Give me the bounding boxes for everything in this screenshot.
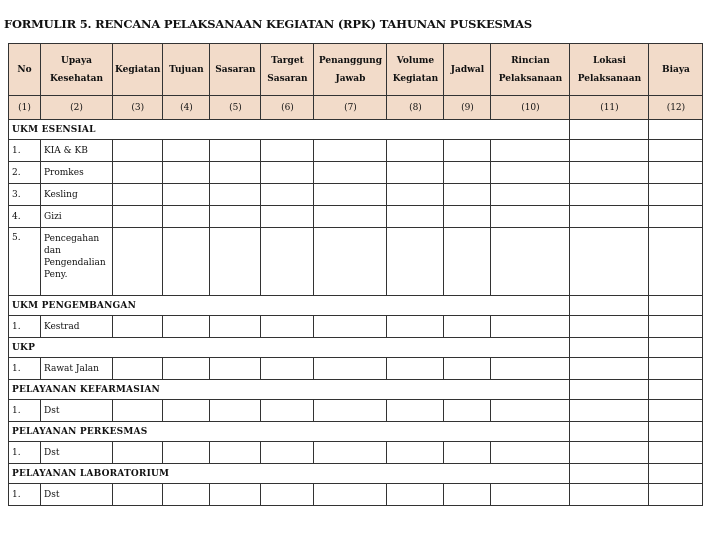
table-row xyxy=(9,228,703,296)
empty-cell[interactable] xyxy=(649,358,703,380)
upaya-kesehatan-cell: Gizi xyxy=(41,206,113,228)
form-title: FORMULIR 5. RENCANA PELAKSANAAN KEGIATAN (RPK) TAHUNAN PUSKESMAS xyxy=(4,17,533,31)
empty-cell[interactable] xyxy=(314,400,387,422)
empty-cell[interactable] xyxy=(314,162,387,184)
empty-cell[interactable] xyxy=(649,162,703,184)
row-number: 2. xyxy=(9,162,41,184)
empty-cell[interactable] xyxy=(491,162,570,184)
section-row xyxy=(9,422,703,442)
empty-cell[interactable] xyxy=(163,400,210,422)
row-number: 1. xyxy=(9,140,41,162)
empty-cell[interactable] xyxy=(314,316,387,338)
section-row xyxy=(9,464,703,484)
empty-cell[interactable] xyxy=(649,120,703,140)
empty-cell[interactable] xyxy=(210,206,261,228)
column-header: Kegiatan xyxy=(113,44,163,96)
empty-cell[interactable] xyxy=(210,140,261,162)
empty-cell[interactable] xyxy=(491,206,570,228)
empty-cell[interactable] xyxy=(314,358,387,380)
row-number: 5. xyxy=(9,228,41,296)
empty-cell[interactable] xyxy=(210,162,261,184)
empty-cell[interactable] xyxy=(444,442,491,464)
section-row xyxy=(9,338,703,358)
empty-cell[interactable] xyxy=(113,162,163,184)
empty-cell[interactable] xyxy=(570,358,649,380)
empty-cell[interactable] xyxy=(491,316,570,338)
empty-cell[interactable] xyxy=(314,206,387,228)
empty-cell[interactable] xyxy=(570,484,649,506)
column-header: Upaya Kesehatan xyxy=(41,44,113,96)
empty-cell[interactable] xyxy=(113,184,163,206)
empty-cell[interactable] xyxy=(387,162,444,184)
column-header: Penanggung Jawab xyxy=(314,44,387,96)
column-number: (3) xyxy=(113,96,163,120)
section-row xyxy=(9,120,703,140)
upaya-kesehatan-cell: KIA & KB xyxy=(41,140,113,162)
empty-cell[interactable] xyxy=(113,442,163,464)
column-number: (2) xyxy=(41,96,113,120)
empty-cell[interactable] xyxy=(261,400,314,422)
empty-cell[interactable] xyxy=(491,228,570,296)
empty-cell[interactable] xyxy=(649,464,703,484)
empty-cell[interactable] xyxy=(210,400,261,422)
empty-cell[interactable] xyxy=(444,400,491,422)
column-number: (7) xyxy=(314,96,387,120)
row-number: 1. xyxy=(9,316,41,338)
empty-cell[interactable] xyxy=(570,206,649,228)
column-header: Lokasi Pelaksanaan xyxy=(570,44,649,96)
column-number: (8) xyxy=(387,96,444,120)
column-header: Volume Kegiatan xyxy=(387,44,444,96)
table-row xyxy=(9,484,703,506)
empty-cell[interactable] xyxy=(570,184,649,206)
section-row xyxy=(9,296,703,316)
row-number: 1. xyxy=(9,400,41,422)
empty-cell[interactable] xyxy=(314,140,387,162)
column-number: (4) xyxy=(163,96,210,120)
empty-cell[interactable] xyxy=(163,316,210,338)
column-header: Target Sasaran xyxy=(261,44,314,96)
empty-cell[interactable] xyxy=(210,358,261,380)
empty-cell[interactable] xyxy=(649,338,703,358)
section-row xyxy=(9,380,703,400)
section-title: UKM ESENSIAL xyxy=(9,120,570,140)
empty-cell[interactable] xyxy=(570,120,649,140)
rpk-table xyxy=(8,43,703,506)
row-number: 3. xyxy=(9,184,41,206)
empty-cell[interactable] xyxy=(649,296,703,316)
column-header: Rincian Pelaksanaan xyxy=(491,44,570,96)
upaya-kesehatan-cell: Kestrad xyxy=(41,316,113,338)
section-title: UKP xyxy=(9,338,570,358)
empty-cell[interactable] xyxy=(570,464,649,484)
empty-cell[interactable] xyxy=(491,484,570,506)
empty-cell[interactable] xyxy=(261,162,314,184)
column-header: Sasaran xyxy=(210,44,261,96)
empty-cell[interactable] xyxy=(649,442,703,464)
column-header: No xyxy=(9,44,41,96)
upaya-kesehatan-cell: Rawat Jalan xyxy=(41,358,113,380)
empty-cell[interactable] xyxy=(261,316,314,338)
empty-cell[interactable] xyxy=(570,140,649,162)
section-title: PELAYANAN KEFARMASIAN xyxy=(9,380,570,400)
section-title: PELAYANAN PERKESMAS xyxy=(9,422,570,442)
row-number: 4. xyxy=(9,206,41,228)
empty-cell[interactable] xyxy=(570,316,649,338)
empty-cell[interactable] xyxy=(570,162,649,184)
row-number: 1. xyxy=(9,484,41,506)
table-row xyxy=(9,400,703,422)
empty-cell[interactable] xyxy=(444,316,491,338)
row-number: 1. xyxy=(9,442,41,464)
empty-cell[interactable] xyxy=(261,206,314,228)
empty-cell[interactable] xyxy=(649,422,703,442)
empty-cell[interactable] xyxy=(387,358,444,380)
row-number: 1. xyxy=(9,358,41,380)
empty-cell[interactable] xyxy=(163,162,210,184)
upaya-kesehatan-cell: Kesling xyxy=(41,184,113,206)
empty-cell[interactable] xyxy=(261,484,314,506)
empty-cell[interactable] xyxy=(649,380,703,400)
empty-cell[interactable] xyxy=(113,358,163,380)
empty-cell[interactable] xyxy=(444,484,491,506)
empty-cell[interactable] xyxy=(163,228,210,296)
empty-cell[interactable] xyxy=(491,140,570,162)
column-number: (11) xyxy=(570,96,649,120)
empty-cell[interactable] xyxy=(163,140,210,162)
column-number: (9) xyxy=(444,96,491,120)
empty-cell[interactable] xyxy=(570,296,649,316)
empty-cell[interactable] xyxy=(113,400,163,422)
empty-cell[interactable] xyxy=(163,206,210,228)
empty-cell[interactable] xyxy=(210,442,261,464)
empty-cell[interactable] xyxy=(570,380,649,400)
table-row xyxy=(9,184,703,206)
empty-cell[interactable] xyxy=(387,206,444,228)
empty-cell[interactable] xyxy=(210,316,261,338)
empty-cell[interactable] xyxy=(570,422,649,442)
column-number: (5) xyxy=(210,96,261,120)
empty-cell[interactable] xyxy=(261,358,314,380)
empty-cell[interactable] xyxy=(163,358,210,380)
empty-cell[interactable] xyxy=(113,140,163,162)
empty-cell[interactable] xyxy=(649,316,703,338)
empty-cell[interactable] xyxy=(387,228,444,296)
empty-cell[interactable] xyxy=(261,442,314,464)
empty-cell[interactable] xyxy=(649,400,703,422)
empty-cell[interactable] xyxy=(444,140,491,162)
empty-cell[interactable] xyxy=(113,228,163,296)
empty-cell[interactable] xyxy=(210,184,261,206)
empty-cell[interactable] xyxy=(649,184,703,206)
empty-cell[interactable] xyxy=(163,442,210,464)
column-number: (10) xyxy=(491,96,570,120)
empty-cell[interactable] xyxy=(314,484,387,506)
table-row xyxy=(9,140,703,162)
empty-cell[interactable] xyxy=(387,400,444,422)
upaya-kesehatan-cell: Dst xyxy=(41,442,113,464)
empty-cell[interactable] xyxy=(649,228,703,296)
upaya-kesehatan-cell: Dst xyxy=(41,400,113,422)
empty-cell[interactable] xyxy=(649,206,703,228)
empty-cell[interactable] xyxy=(491,184,570,206)
column-number: (12) xyxy=(649,96,703,120)
empty-cell[interactable] xyxy=(113,206,163,228)
empty-cell[interactable] xyxy=(649,140,703,162)
empty-cell[interactable] xyxy=(113,316,163,338)
table-row xyxy=(9,162,703,184)
empty-cell[interactable] xyxy=(444,358,491,380)
empty-cell[interactable] xyxy=(210,228,261,296)
column-number: (1) xyxy=(9,96,41,120)
empty-cell[interactable] xyxy=(444,184,491,206)
empty-cell[interactable] xyxy=(444,206,491,228)
empty-cell[interactable] xyxy=(570,228,649,296)
column-number: (6) xyxy=(261,96,314,120)
upaya-kesehatan-cell: Promkes xyxy=(41,162,113,184)
upaya-kesehatan-cell: Dst xyxy=(41,484,113,506)
header-row xyxy=(9,44,703,96)
empty-cell[interactable] xyxy=(570,400,649,422)
empty-cell[interactable] xyxy=(314,184,387,206)
column-header: Tujuan xyxy=(163,44,210,96)
empty-cell[interactable] xyxy=(163,184,210,206)
table-row xyxy=(9,206,703,228)
empty-cell[interactable] xyxy=(163,484,210,506)
empty-cell[interactable] xyxy=(387,316,444,338)
empty-cell[interactable] xyxy=(314,228,387,296)
column-header: Biaya xyxy=(649,44,703,96)
empty-cell[interactable] xyxy=(113,484,163,506)
empty-cell[interactable] xyxy=(387,442,444,464)
empty-cell[interactable] xyxy=(261,184,314,206)
empty-cell[interactable] xyxy=(261,140,314,162)
empty-cell[interactable] xyxy=(491,358,570,380)
empty-cell[interactable] xyxy=(261,228,314,296)
empty-cell[interactable] xyxy=(444,162,491,184)
table-row xyxy=(9,358,703,380)
upaya-kesehatan-cell: Pencegahan dan Pengendalian Peny. xyxy=(41,228,113,296)
empty-cell[interactable] xyxy=(649,484,703,506)
empty-cell[interactable] xyxy=(444,228,491,296)
table-row xyxy=(9,442,703,464)
column-number-row xyxy=(9,96,703,120)
empty-cell[interactable] xyxy=(491,442,570,464)
section-title: PELAYANAN LABORATORIUM xyxy=(9,464,570,484)
empty-cell[interactable] xyxy=(387,140,444,162)
empty-cell[interactable] xyxy=(210,484,261,506)
table-row xyxy=(9,316,703,338)
empty-cell[interactable] xyxy=(570,442,649,464)
empty-cell[interactable] xyxy=(314,442,387,464)
section-title: UKM PENGEMBANGAN xyxy=(9,296,570,316)
empty-cell[interactable] xyxy=(387,484,444,506)
empty-cell[interactable] xyxy=(491,400,570,422)
empty-cell[interactable] xyxy=(570,338,649,358)
column-header: Jadwal xyxy=(444,44,491,96)
empty-cell[interactable] xyxy=(387,184,444,206)
